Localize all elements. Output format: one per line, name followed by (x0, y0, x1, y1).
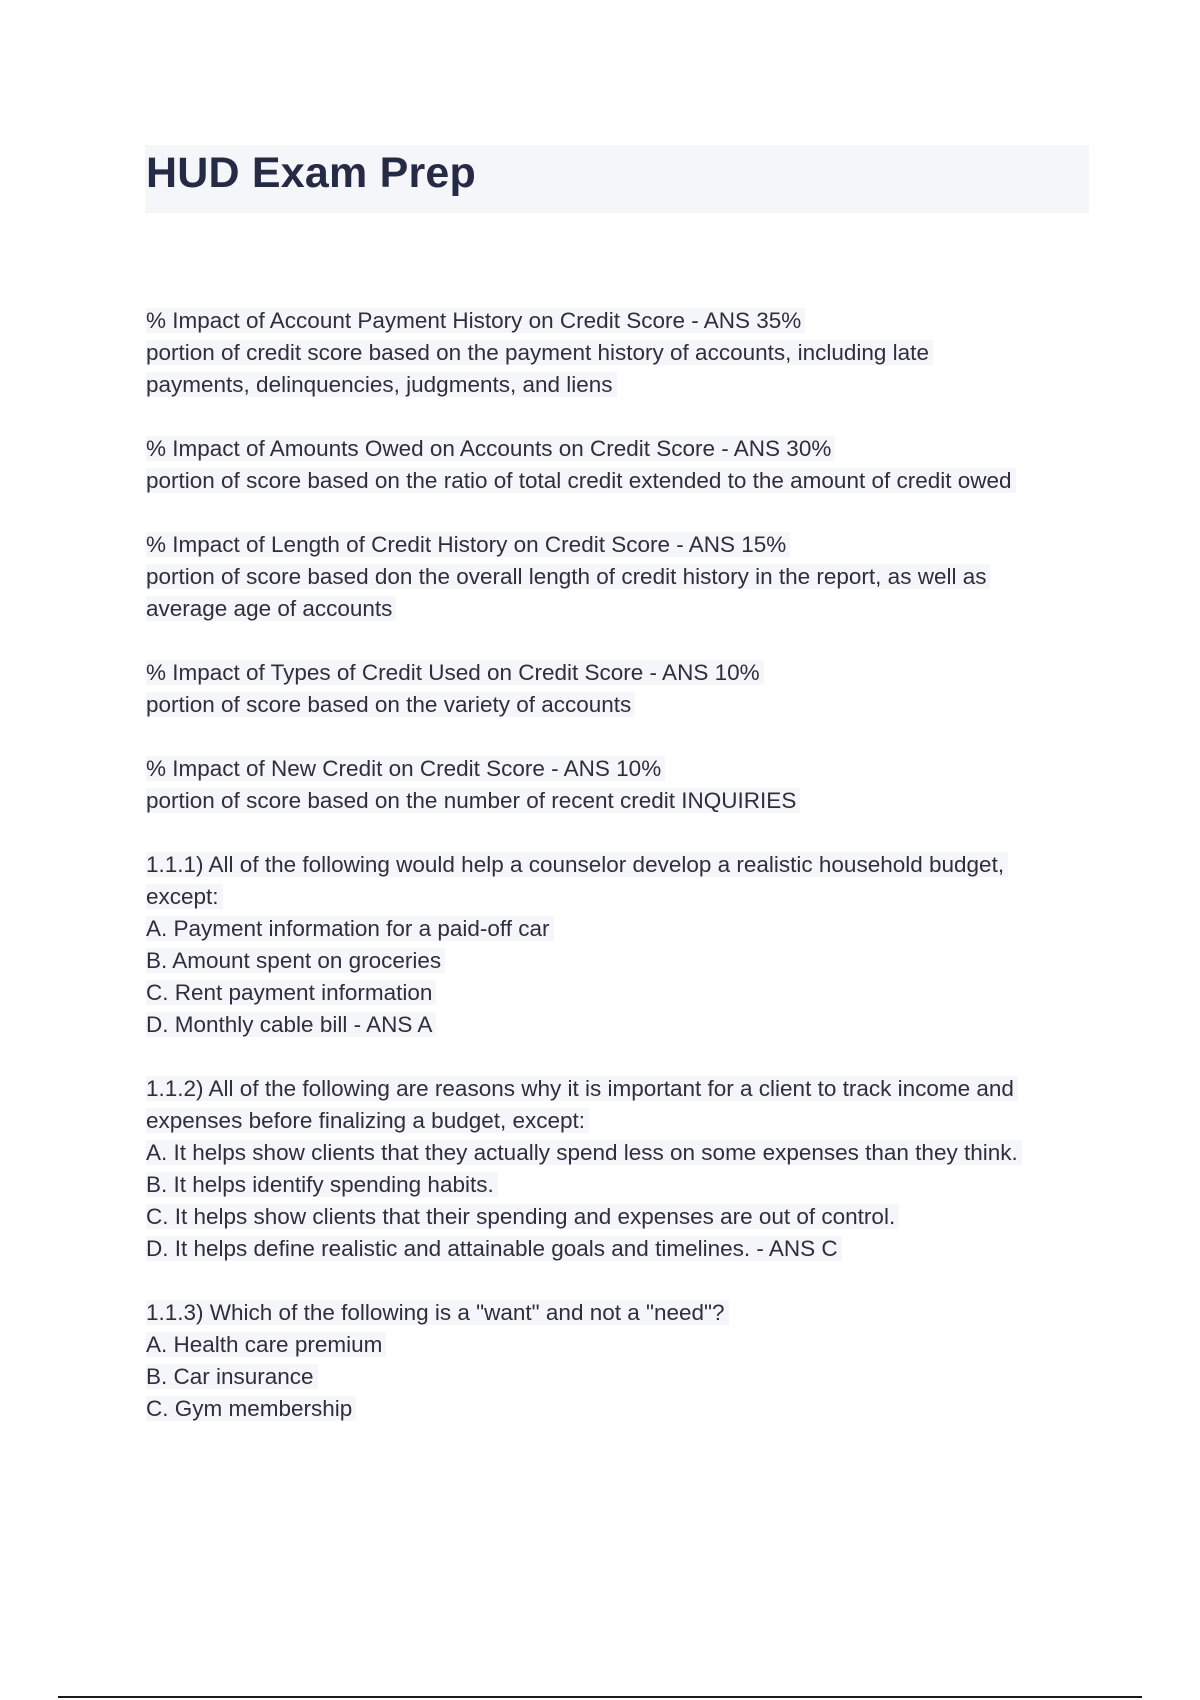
question-1-1-2 (146, 1073, 1091, 1265)
answer-option: D. It helps define realistic and attainable goals and timelines. - ANS C (146, 1233, 1091, 1265)
answer-option: C. Gym membership (146, 1393, 1091, 1425)
footer-rule (58, 1696, 1142, 1698)
answer-option: B. Car insurance (146, 1361, 1091, 1393)
answer-option: D. Monthly cable bill - ANS A (146, 1009, 1091, 1041)
entry-line: % Impact of Account Payment History on Credit Score - ANS 35% (146, 305, 1091, 337)
qa-entry-new-credit (146, 753, 1091, 817)
qa-entry-length-of-history (146, 529, 1091, 625)
question-line: 1.1.1) All of the following would help a counselor develop a realistic household budget, (146, 849, 1091, 881)
answer-option: C. It helps show clients that their spending and expenses are out of control. (146, 1201, 1091, 1233)
qa-entry-types-of-credit (146, 657, 1091, 721)
question-line: expenses before finalizing a budget, except: (146, 1105, 1091, 1137)
answer-option: B. Amount spent on groceries (146, 945, 1091, 977)
entry-line: % Impact of Length of Credit History on Credit Score - ANS 15% (146, 529, 1091, 561)
question-line: 1.1.2) All of the following are reasons why it is important for a client to track income and (146, 1073, 1091, 1105)
entry-line: average age of accounts (146, 593, 1091, 625)
entry-line: % Impact of Amounts Owed on Accounts on Credit Score - ANS 30% (146, 433, 1091, 465)
entry-line: portion of score based on the ratio of total credit extended to the amount of credit owed (146, 465, 1091, 497)
answer-option: C. Rent payment information (146, 977, 1091, 1009)
entry-line: portion of score based on the variety of accounts (146, 689, 1091, 721)
question-1-1-1 (146, 849, 1091, 1041)
question-line: except: (146, 881, 1091, 913)
entry-line: payments, delinquencies, judgments, and liens (146, 369, 1091, 401)
question-line: 1.1.3) Which of the following is a "want" and not a "need"? (146, 1297, 1091, 1329)
answer-option: B. It helps identify spending habits. (146, 1169, 1091, 1201)
document-body (146, 305, 1091, 1457)
entry-line: portion of score based on the number of recent credit INQUIRIES (146, 785, 1091, 817)
qa-entry-payment-history (146, 305, 1091, 401)
entry-line: portion of credit score based on the payment history of accounts, including late (146, 337, 1091, 369)
entry-line: % Impact of Types of Credit Used on Credit Score - ANS 10% (146, 657, 1091, 689)
qa-entry-amounts-owed (146, 433, 1091, 497)
page-title: HUD Exam Prep (146, 149, 476, 197)
answer-option: A. Health care premium (146, 1329, 1091, 1361)
entry-line: portion of score based don the overall length of credit history in the report, as well as (146, 561, 1091, 593)
question-1-1-3 (146, 1297, 1091, 1425)
entry-line: % Impact of New Credit on Credit Score - ANS 10% (146, 753, 1091, 785)
answer-option: A. Payment information for a paid-off car (146, 913, 1091, 945)
answer-option: A. It helps show clients that they actually spend less on some expenses than they think. (146, 1137, 1091, 1169)
